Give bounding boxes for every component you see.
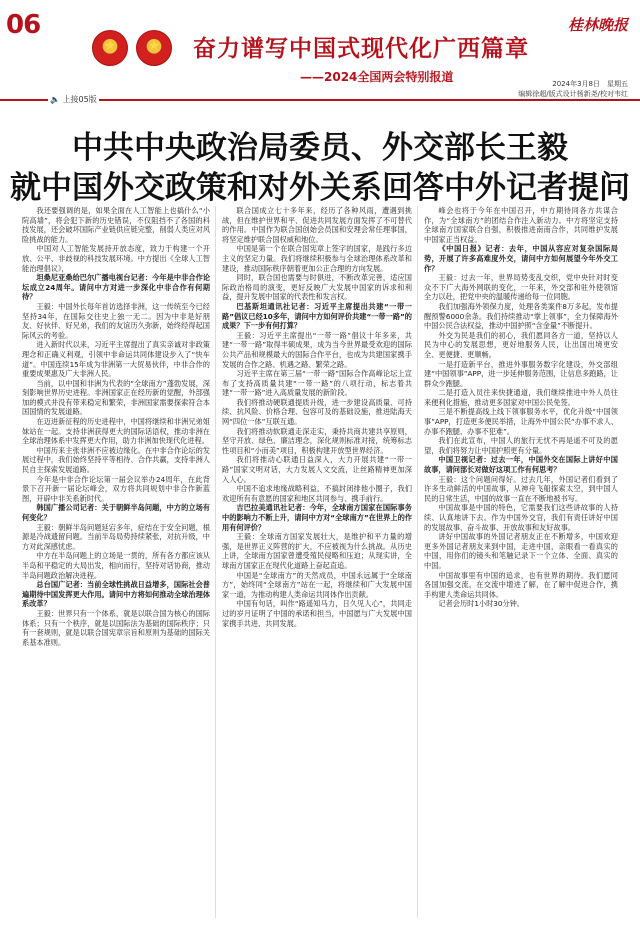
answer-paragraph: 王毅：习近平主席提出“一带一路”倡议十年多来，共建“一带一路”取得丰硕成果，成为当今世界最受欢迎的国际公共产品和规模最大的国际合作平台，也成为共建国家携手发展的合作之路、机遇之路、繁荣之路。 [222,330,412,369]
speaker-icon: 🔈 [50,95,60,104]
question-paragraph: 坦桑尼亚桑给巴尔广播电视台记者：今年是中非合作论坛成立24周年。请问中方对进一步深化中非合作有何期待？ [22,273,210,302]
article-column-2 [222,206,412,918]
emblem-icon: ★ [136,30,172,66]
banner-subtitle: ——2024全国两会特别报道 [300,70,454,84]
column-divider [417,206,418,918]
emblem-icon: ★ [92,30,128,66]
answer-paragraph: 讲好中国故事的外国记者朋友正在不断增多，中国欢迎更多外国记者朋友来到中国，走进中国，亲眼看一看真实的中国，用你们的镜头和笔触记录下一个立体、全面、真实的中国。 [424,532,618,570]
answer-paragraph: 中国故事里有中国的追求，也有世界的期待。我们愿同各国加强交流，在交流中增进了解，在了解中促进合作，携手构建人类命运共同体。 [424,570,618,599]
answer-paragraph: 我们在此宣布，中国人的旅行无忧不再是遥不可及的愿望，我们将努力让中国护照更有分量。 [424,436,618,455]
answer-paragraph: 峰会也将于今年在中国召开，中方期待同各方共谋合作，为“全球南方”的团结合作注入新动力。中方将坚定支持全球南方国家联合自强，积极推进南南合作，共同维护发展中国家正当权益。 [424,206,618,244]
answer-paragraph: 外交为民是我们的初心，我们愿同各方一道，坚持以人民为中心的发展思想，更好地服务人民，让出国出境更安全、更便捷、更顺畅。 [424,330,618,359]
answer-paragraph: 进入新时代以来，习近平主席提出了真实亲诚对非政策理念和正确义利观，引领中非命运共同体建设步入了“快车道”。中国连续15年成为非洲第一大贸易伙伴，中非合作的重要成果惠及广大非洲人民。 [22,340,210,379]
answer-paragraph: 习近平主席在第三届“一带一路”国际合作高峰论坛上宣布了支持高质量共建“一带一路”的八项行动，标志着共建“一带一路”进入高质量发展的新阶段。 [222,369,412,398]
question-paragraph: 巴基斯坦通讯社记者：习近平主席提出共建“一带一路”倡议已经10多年，请问中方如何评价共建“一带一路”的成果？下一步有何打算？ [222,301,412,331]
continued-label: 上接05版 [62,95,97,104]
headline-line-2: 就中国外交政策和对外关系回答中外记者提问 [10,170,630,206]
answer-paragraph: 我们加强海外领保力度，处理各类案件8万多起，发布提醒预警6000余条。我们持续推动“掌上领事”，全力保障海外中国公民合法权益，推动中国护照“含金量”不断提升。 [424,301,618,331]
answer-paragraph: 当前，以中国和非洲为代表的“全球南方”蓬勃发展，深刻影响世界历史进程。非洲国家正在经历新的觉醒，外部强加的模式并没有带来稳定和繁荣，非洲国家需要探索符合本国国情的发展道路。 [22,378,210,417]
answer-paragraph: 中国历来主张非洲不应被边缘化。在中非合作论坛的发展过程中，我们始终坚持平等相待、合作共赢，支持非洲人民自主探索发展道路。 [22,445,210,475]
answer-paragraph: 中国故事是中国的特色，它需要我们这些讲故事的人持续、认真地讲下去。作为中国外交官，我们有责任讲好中国的发展故事、奋斗故事、开放故事和友好故事。 [424,503,618,532]
answer-paragraph: 记者会历时1小时30分钟。 [438,599,524,609]
article-column-1 [22,206,210,918]
column-divider [215,206,216,918]
answer-paragraph: 王毅：全球南方国家发展壮大，是维护和平力量的增强，是世界正义阵营的扩大，不应被视为什么挑战。从历史上讲，全球南方国家曾遭受殖民侵略和压迫；从现实讲，全球南方国家正在现代化道路上奋起直追。 [222,532,412,570]
answer-paragraph: 我还要强调的是，如果全面在人工智能上也搞什么“小院高墙”，将会犯下新的历史错误，不仅阻挡不了各国的科技发展，还会破坏国际产业链供应链完整，削弱人类应对风险挑战的能力。 [22,206,210,244]
banner-title: 奋力谱写中国式现代化广西篇章 [193,36,529,62]
answer-paragraph: 王毅：朝鲜半岛问题延宕多年，症结在于安全问题，根源是冷战遗留问题。当前半岛局势持续紧张，对抗升级，中方对此深感忧虑。 [22,522,210,551]
answer-paragraph: 王毅：过去一年，世界局势变乱交织，党中央针对时变众不下广大海外网联的变化，一年来，外交部和驻外使领馆全力以赴，把党中央的温暖传递给每一位同胞。 [424,273,618,302]
answer-paragraph: 中国是第一个在联合国宪章上签字的国家，是践行多边主义的坚定力量。我们将继续积极参与全球治理体系改革和建设，推动国际秩序朝着更加公正合理的方向发展。 [222,244,412,273]
question-paragraph: 吉巴拉美通讯社记者：今年，全球南方国家在国际事务中的影响力不断上升，请问中方对“全球南方”在世界上的作用有何评价？ [222,503,412,532]
question-paragraph: 《中国日报》记者：去年，中国从容应对复杂国际局势，开展了许多高难度外交，请问中方如何展望今年外交工作？ [424,244,618,273]
answer-paragraph: 王毅：这个问题问得好。过去几年，外国记者们看到了许多生动鲜活的中国故事，从神舟飞船探索太空，到中国人民的日常生活，中国的故事一直在不断地被书写。 [424,474,618,503]
answer-paragraph: 我们将推动心联通日益深入，大力开展共建“一带一路”国家文明对话，大力发展人文交流，让丝路精神更加深入人心。 [222,455,412,484]
issue-date: 2024年3月8日 星期五 [552,80,628,88]
question-paragraph: 总台国广记者：当前全球性挑战日益增多，国际社会普遍期待中国发挥更大作用。请问中方将如何推动全球治理体系改革？ [22,580,210,609]
answer-paragraph: 二是打造入员往来快捷通道，我们继续推进中外人员往来便利化措施，推动更多国家对中国公民免签。 [424,388,618,407]
answer-paragraph: 我们将推动硬联通提质升级，进一步建设高质量、可持续、抗风险、价格合理、包容可及的基础设施，推进陆海天网“四位一体”互联互通。 [222,397,412,427]
answer-paragraph: 中方在半岛问题上的立场是一贯的，所有各方都应该从半岛和平稳定的大局出发，相向而行，坚持对话协商，推动半岛问题政治解决进程。 [22,551,210,580]
answer-paragraph: 一是打造新平台，推进外事服务数字化建设，外交部组建“中国领事”APP，进一步延伸服务范围，让信息多跑路，让群众少跑腿。 [424,359,618,388]
answer-paragraph: 联合国成立七十多年来，经历了各种风雨，遭遇到挑战，但在维护世界和平、促进共同发展方面发挥了不可替代的作用。中国作为联合国创始会员国和安理会常任理事国，将坚定维护联合国权威和地位。 [222,206,412,244]
answer-paragraph: 中国是“全球南方”的天然成员，中国永远属于“全球南方”，始终同“全球南方”站在一起，将继续和广大发展中国家一道，为推动构建人类命运共同体作出贡献。 [222,570,412,599]
answer-paragraph: 中国对人工智能发展持开放态度，致力于构建一个开放、公平、非歧视的科技发展环境。中方提出《全球人工智能治理倡议》， [22,244,210,273]
answer-paragraph: 中国不追求地缘战略利益，不搞封闭排他小圈子，我们欢迎所有有意愿的国家和地区共同参与、携手前行。 [222,484,412,503]
question-paragraph: 中国卫视记者：过去一年，中国外交在国际上讲好中国故事，请问部长对做好这项工作有何思考？ [424,455,618,475]
answer-paragraph: 今年是中非合作论坛第一届会议举办24周年，在此背景下召开新一届论坛峰会，双方将共同规划中非合作新蓝图，开辟中非关系新时代。 [22,474,210,503]
article-column-3 [424,206,618,918]
headline-line-1: 中共中央政治局委员、外交部长王毅 [72,130,568,166]
page-number: 06 [6,10,41,40]
answer-paragraph: 中国有句话，叫作“路遥知马力，日久见人心”，共同走过的岁月证明了中国的承诺和担当，中国愿与广大发展中国家携手共进、共同发展。 [222,599,412,628]
answer-paragraph: 我们将推动软联通走深走实，秉持共商共建共享原则，坚守开放、绿色、廉洁理念，深化规则标准对接，统筹标志性项目和“小而美”项目，积极构建开放型世界经济。 [222,426,412,455]
continued-from[interactable] [48,94,99,105]
question-paragraph: 韩国广播公司记者：关于朝鲜半岛问题，中方的立场有何变化？ [22,503,210,522]
answer-paragraph: 三是不断提高线上线下领事服务水平，优化升级“中国领事”APP，打造更多便民举措，让海外中国公民“办事不求人、办事不跑腿、办事不犯难”。 [424,407,618,436]
editor-credits: 编辑徐超/版式设计杨新尧/校对韦红 [518,90,628,98]
answer-paragraph: 王毅：中国外长每年首访选择非洲，这一传统至今已经坚持34年，在国际交往史上独一无二。因为中非是好朋友、好伙伴、好兄弟，我们的友谊历久弥新，始终经得起国际风云的考验。 [22,301,210,340]
answer-paragraph: 同时，联合国也需要与时俱进，不断改革完善，适应国际政治格局的演变，更好反映广大发展中国家的诉求和利益，提升发展中国家的代表性和发言权。 [222,273,412,302]
answer-paragraph: 王毅：世界只有一个体系，就是以联合国为核心的国际体系；只有一个秩序，就是以国际法为基础的国际秩序；只有一套规则，就是以联合国宪章宗旨和原则为基础的国际关系基本准则。 [22,608,210,647]
newspaper-brand: 桂林晚报 [567,16,628,34]
answer-paragraph: 在迈进新征程的历史进程中，中国将继续和非洲兄弟姐妹站在一起。支持非洲获得更大的国际话语权，推动非洲在全球治理体系中发挥更大作用，助力非洲加快现代化进程。 [22,417,210,446]
